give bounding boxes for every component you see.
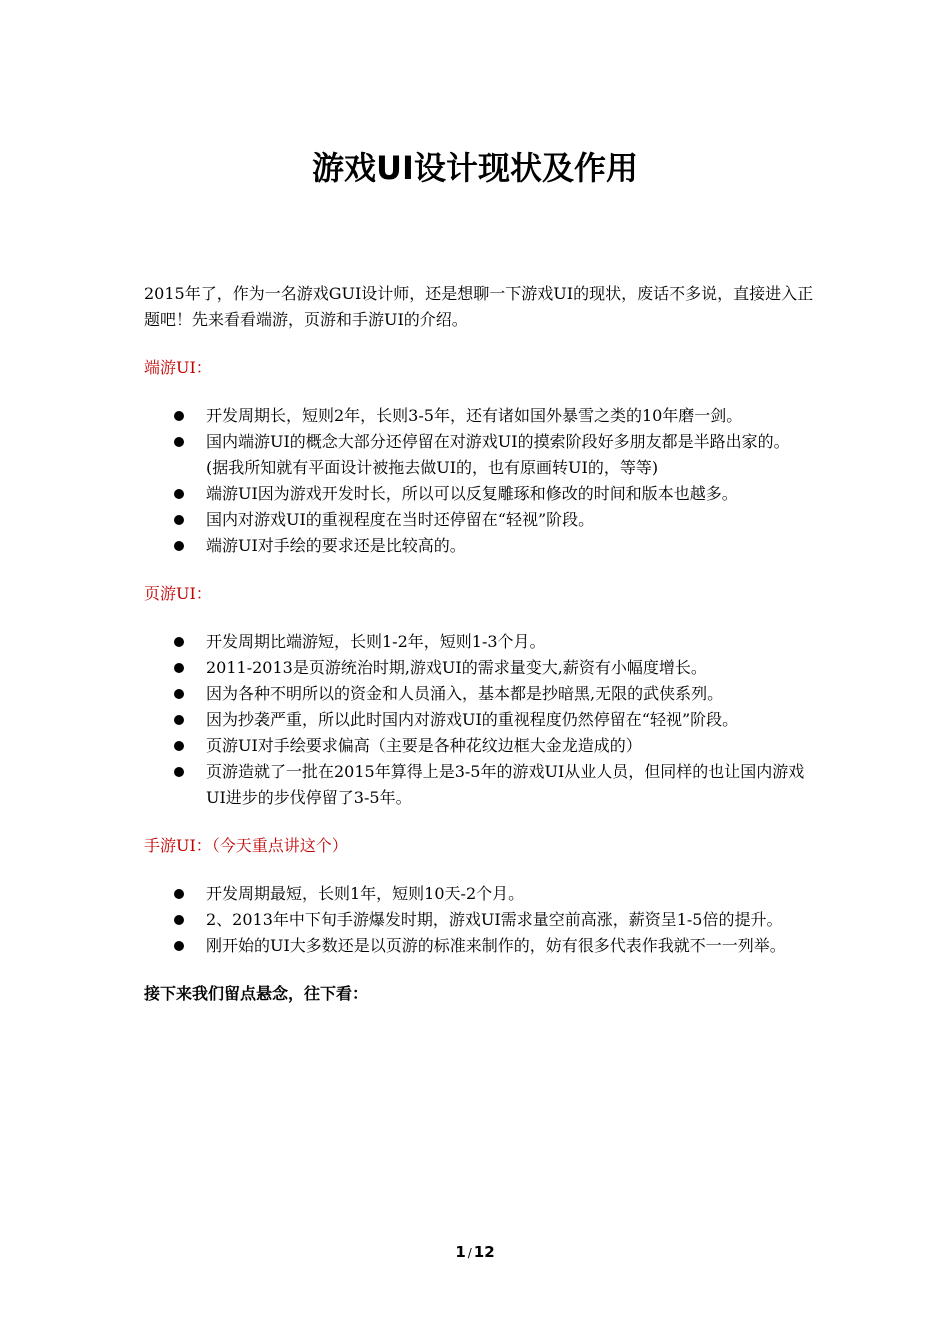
bullet-icon xyxy=(174,715,184,725)
list-item xyxy=(144,429,806,481)
list-item-text: 开发周期最短，长则1年，短则10天-2个月。 xyxy=(206,884,525,903)
list-item-text: 开发周期长，短则2年，长则3-5年，还有诸如国外暴雪之类的10年磨一剑。 xyxy=(206,406,743,425)
bullet-icon xyxy=(174,941,184,951)
list-item xyxy=(144,733,806,759)
list-item xyxy=(144,881,806,907)
list-item-text: 页游UI对手绘要求偏高（主要是各种花纹边框大金龙造成的） xyxy=(206,736,642,755)
bullet-icon xyxy=(174,741,184,751)
bullet-icon xyxy=(174,663,184,673)
section-heading-mobile-games: 手游UI：（今天重点讲这个） xyxy=(144,836,348,855)
bullet-list-web-games xyxy=(144,629,816,811)
bullet-list-mobile-games xyxy=(144,881,816,959)
list-item-text: 刚开始的UI大多数还是以页游的标准来制作的，妨有很多代表作我就不一一列举。 xyxy=(206,936,786,955)
section-heading-pc-games: 端游UI： xyxy=(144,358,212,377)
list-item xyxy=(144,759,806,811)
list-item-text: 因为抄袭严重，所以此时国内对游戏UI的重视程度仍然停留在“轻视”阶段。 xyxy=(206,710,739,729)
document-body xyxy=(144,281,816,1007)
list-item xyxy=(144,629,806,655)
bullet-icon xyxy=(174,541,184,551)
list-item xyxy=(144,507,806,533)
list-item-text: 2、2013年中下旬手游爆发时期，游戏UI需求量空前高涨，薪资呈1-5倍的提升。 xyxy=(206,910,783,929)
list-item-text: 2011-2013是页游统治时期,游戏UI的需求量变大,薪资有小幅度增长。 xyxy=(206,658,707,677)
list-item-text: 端游UI对手绘的要求还是比较高的。 xyxy=(206,536,466,555)
list-item xyxy=(144,533,806,559)
list-item-text: 国内对游戏UI的重视程度在当时还停留在“轻视”阶段。 xyxy=(206,510,595,529)
total-page-count: 12 xyxy=(473,1243,495,1261)
list-item xyxy=(144,933,806,959)
list-item-text: 端游UI因为游戏开发时长，所以可以反复雕琢和修改的时间和版本也越多。 xyxy=(206,484,738,503)
intro-paragraph: 2015年了，作为一名游戏GUI设计师，还是想聊一下游戏UI的现状，废话不多说，直接进入正题吧！先来看看端游，页游和手游UI的介绍。 xyxy=(144,284,814,329)
current-page-number: 1 xyxy=(455,1243,466,1261)
list-item-text: 因为各种不明所以的资金和人员涌入，基本都是抄暗黑,无限的武侠系列。 xyxy=(206,684,724,703)
bullet-icon xyxy=(174,637,184,647)
section-heading-web-games: 页游UI： xyxy=(144,584,212,603)
list-item-text: 页游造就了一批在2015年算得上是3-5年的游戏UI从业人员，但同样的也让国内游戏UI进步的步伐停留了3-5年。 xyxy=(206,762,805,807)
document-title: 游戏UI设计现状及作用 xyxy=(312,149,638,187)
bullet-icon xyxy=(174,689,184,699)
bullet-icon xyxy=(174,515,184,525)
page-number-footer xyxy=(0,1240,950,1265)
list-item xyxy=(144,681,806,707)
bullet-list-pc-games xyxy=(144,403,816,559)
page-separator: / xyxy=(467,1246,472,1260)
list-item xyxy=(144,481,806,507)
list-item xyxy=(144,907,806,933)
list-item-text: 开发周期比端游短，长则1-2年，短则1-3个月。 xyxy=(206,632,546,651)
bullet-icon xyxy=(174,489,184,499)
list-item xyxy=(144,403,806,429)
list-item xyxy=(144,707,806,733)
list-item-text: 国内端游UI的概念大部分还停留在对游戏UI的摸索阶段好多朋友都是半路出家的。(据我所知就有平面设计被拖去做UI的，也有原画转UI的，等等) xyxy=(206,432,790,477)
bullet-icon xyxy=(174,767,184,777)
bullet-icon xyxy=(174,915,184,925)
bullet-icon xyxy=(174,889,184,899)
closing-paragraph: 接下来我们留点悬念，往下看： xyxy=(144,984,369,1003)
bullet-icon xyxy=(174,411,184,421)
bullet-icon xyxy=(174,437,184,447)
list-item xyxy=(144,655,806,681)
